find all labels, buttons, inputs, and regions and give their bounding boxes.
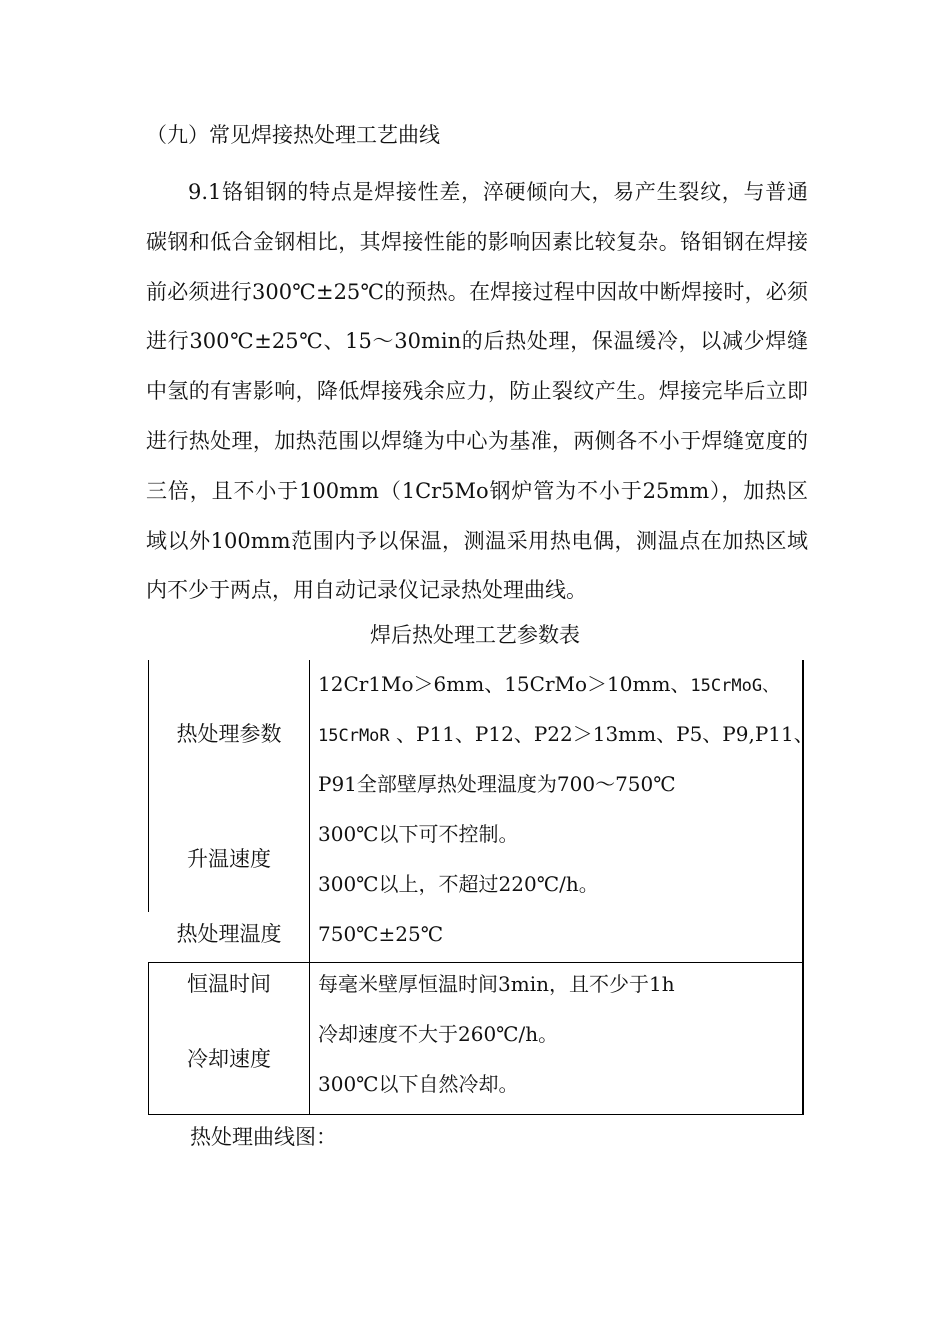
row-label-hold-time: 恒温时间 xyxy=(187,972,271,996)
table-bottom-border xyxy=(148,1114,804,1115)
heat-params-line-1 xyxy=(318,669,804,701)
row-label-heat-params: 热处理参数 xyxy=(176,722,282,746)
section-heading: （九）常见焊接热处理工艺曲线 xyxy=(146,123,440,147)
heating-rate-line-1: 300℃以下可不控制。 xyxy=(318,822,519,846)
hold-time-value: 每毫米壁厚恒温时间3min，且不少于1h xyxy=(318,972,675,996)
table-title: 焊后热处理工艺参数表 xyxy=(370,623,580,647)
heat-temp-value: 750℃±25℃ xyxy=(318,922,444,946)
heat-params-line-2-b: 、P11、P12、P22＞13mm、P5、P9,P11、 xyxy=(389,722,814,746)
table-rule-mid xyxy=(148,962,804,963)
heat-params-line-1-a: 12Cr1Mo＞6mm、15CrMo＞10mm、 xyxy=(318,672,691,696)
cooling-rate-line-2: 300℃以下自然冷却。 xyxy=(318,1072,519,1096)
heat-params-line-1-b: 15CrMoG、 xyxy=(690,676,780,696)
heat-params-line-3: P91全部壁厚热处理温度为700～750℃ xyxy=(318,772,676,796)
heat-params-line-2-a: 15CrMoR xyxy=(318,726,390,746)
parameter-table xyxy=(148,660,814,1115)
heating-rate-line-2: 300℃以上，不超过220℃/h。 xyxy=(318,872,599,896)
row-label-cooling-rate: 冷却速度 xyxy=(187,1047,271,1071)
body-paragraph: 9.1铬钼钢的特点是焊接性差，淬硬倾向大，易产生裂纹，与普通碳钢和低合金钢相比，其焊接性能的影响因素比较复杂。铬钼钢在焊接前必须进行300℃±25℃的预热。在焊接过程中因故中断焊接时，必须进行300℃±25℃、15～30min的后热处理，保温缓冷，以减少焊缝中氢的有害影响，降低焊接残余应力，防止裂纹产生。焊接完毕后立即进行热处理，加热范围以焊缝为中心为基准，两侧各不小于焊缝宽度的三倍，且不小于100mm（1Cr5Mo钢炉管为不小于25mm），加热区域以外100mm范围内予以保温，测温采用热电偶，测温点在加热区域内不少于两点，用自动记录仪记录热处理曲线。 xyxy=(146,180,808,603)
row-label-heat-temp: 热处理温度 xyxy=(176,922,282,946)
curve-caption: 热处理曲线图： xyxy=(190,1125,337,1149)
cooling-rate-line-1: 冷却速度不大于260℃/h。 xyxy=(318,1022,559,1046)
table-left-border xyxy=(148,660,149,912)
heat-params-line-2 xyxy=(318,719,814,751)
row-label-heating-rate: 升温速度 xyxy=(187,847,271,871)
